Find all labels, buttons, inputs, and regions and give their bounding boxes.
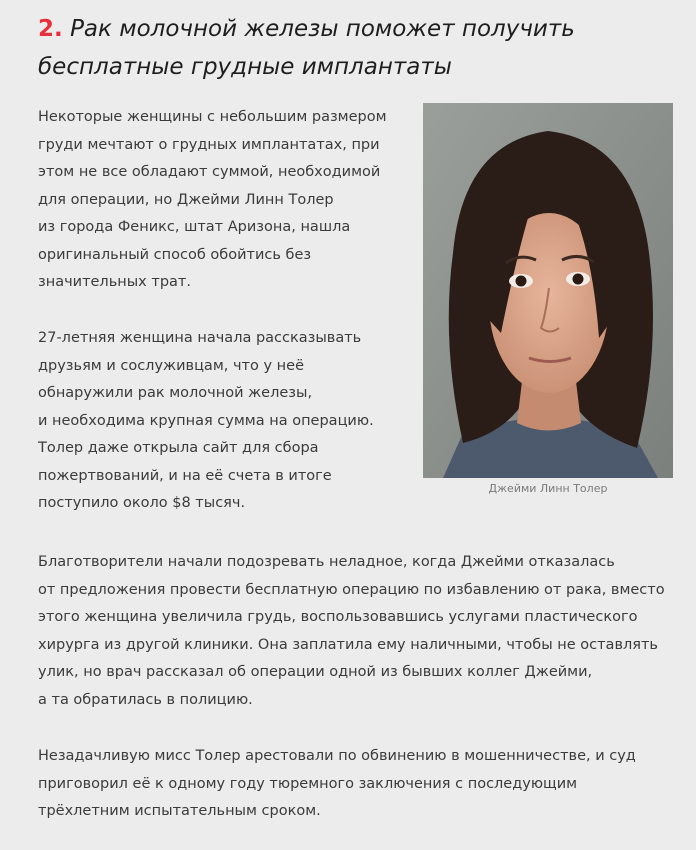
paragraph-line: этого женщина увеличила грудь, воспользовавшись услугами пластического (38, 609, 638, 625)
paragraph-line: и необходима крупная сумма на операцию. (38, 412, 374, 429)
heading-line-2: бесплатные грудные имплантаты (38, 54, 452, 80)
heading-number: 2. (38, 16, 63, 42)
paragraph-line: из города Феникс, штат Аризона, нашла (38, 219, 351, 235)
paragraph-line: улик, но врач рассказал об операции одной из бывших коллег Джейми, (38, 664, 593, 680)
paragraph-verdict (38, 743, 636, 826)
paragraph-line: оригинальный способ обойтись без (38, 246, 312, 263)
pupil-left (516, 276, 527, 287)
paragraph-line: 27-летняя женщина начала рассказывать (38, 330, 362, 346)
paragraph-story (38, 325, 374, 518)
paragraph-line: а та обратилась в полицию. (38, 691, 253, 708)
paragraph-line: пожертвований, и на её счета в итоге (38, 467, 332, 484)
paragraph-line: трёхлетним испытательным сроком. (38, 803, 321, 819)
heading-line-1: Рак молочной железы поможет получить (70, 16, 575, 42)
paragraph-line: Благотворители начали подозревать неладное, когда Джейми отказалась (38, 554, 615, 570)
paragraph-line: приговорил её к одному году тюремного заключения с последующим (38, 775, 578, 792)
paragraph-line: от предложения провести бесплатную операцию по избавлению от рака, вместо (38, 581, 665, 598)
paragraph-line: значительных трат. (38, 274, 191, 290)
paragraph-line: Незадачливую мисс Толер арестовали по обвинению в мошенничестве, и суд (38, 748, 636, 764)
article-heading (38, 10, 678, 86)
paragraph-line: поступило около $8 тысяч. (38, 495, 246, 511)
paragraph-line: друзьям и сослуживцам, что у неё (38, 357, 304, 374)
paragraph-line: хирурга из другой клиники. Она заплатила ему наличными, чтобы не оставлять (38, 636, 658, 653)
photo-caption: Джейми Линн Толер (488, 482, 608, 495)
mugshot-photo (423, 103, 673, 478)
paragraph-line: для операции, но Джейми Линн Толер (38, 191, 334, 208)
paragraph-intro (38, 104, 387, 297)
paragraph-line: обнаружили рак молочной железы, (38, 385, 313, 401)
paragraph-line: Толер даже открыла сайт для сбора (38, 440, 319, 456)
paragraph-line: Некоторые женщины с небольшим размером (38, 109, 387, 125)
paragraph-suspicion (38, 549, 665, 714)
paragraph-line: этом не все обладают суммой, необходимой (38, 164, 381, 180)
paragraph-line: груди мечтают о грудных имплантатах, при (38, 136, 380, 153)
pupil-right (573, 274, 584, 285)
